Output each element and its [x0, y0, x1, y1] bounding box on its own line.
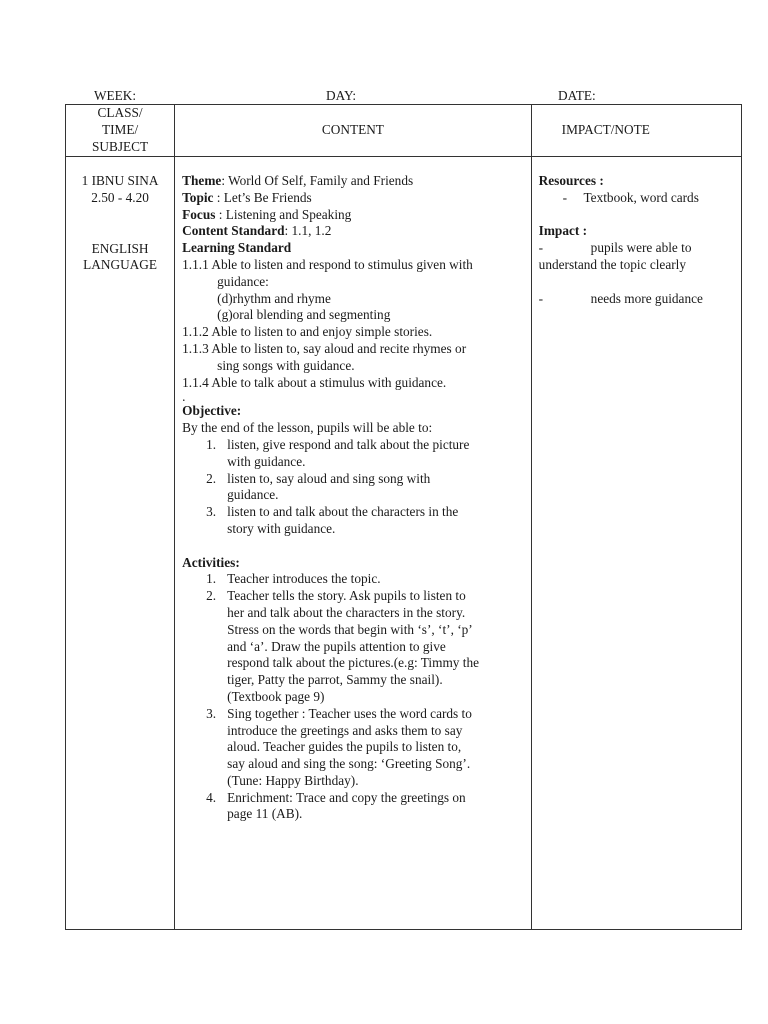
learning-standard-item: 1.1.2 Able to listen to and enjoy simple stories. — [182, 324, 433, 340]
theme-value: : World Of Self, Family and Friends — [221, 173, 414, 188]
impact-heading: Impact : — [538, 223, 588, 239]
theme-line — [182, 173, 523, 190]
focus-line — [182, 207, 523, 224]
content-cell — [175, 157, 532, 930]
theme-label: Theme — [182, 173, 222, 188]
list-item: 1. Teacher introduces the topic. — [206, 571, 381, 587]
objective-heading: Objective: — [182, 403, 242, 419]
header-class-time-subject — [66, 105, 175, 157]
header-subject: SUBJECT — [92, 138, 149, 154]
date-label: DATE: — [558, 88, 596, 103]
activities-list — [182, 571, 523, 823]
list-item: 4. Enrichment: Trace and copy the greetings on page 11 (AB). — [206, 789, 466, 822]
learning-standard-heading: Learning Standard — [182, 240, 292, 256]
learning-standard-item: 1.1.4 Able to talk about a stimulus with guidance. — [182, 374, 447, 390]
impact-item: - needs more guidance — [538, 290, 703, 306]
list-item: 3. listen to and talk about the characters in the story with guidance. — [206, 504, 459, 536]
week-label: WEEK: — [94, 88, 137, 103]
impact-item-continuation: understand the topic clearly — [538, 256, 686, 272]
impact-cell — [531, 157, 741, 930]
content-standard-label: Content Standard — [182, 223, 285, 239]
list-item: 3. Sing together : Teacher uses the word cards to introduce the greetings and asks them to say aloud. Teacher guides the pupils to listen to, say aloud and sing the song: ‘Greeting Song’. (Tune: Happy Birthday). — [206, 705, 472, 788]
header-impact-note: IMPACT/NOTE — [531, 105, 741, 157]
activities-heading: Activities: — [182, 554, 240, 570]
table-header-row — [66, 105, 742, 157]
header-class: CLASS/ — [97, 105, 143, 121]
topic-line — [182, 190, 523, 207]
list-item: 2. Teacher tells the story. Ask pupils to listen to her and talk about the characters in the story. Stress on the words that begin with ‘s’, ‘t’, ‘p’ and ‘a’. Draw the pupils attention to give respond talk about the pictures.(e.g: Timmy the tiger, Patty the parrot, Sammy the snail). (Textbook page 9) — [206, 588, 480, 704]
header-time: TIME/ — [101, 122, 139, 138]
subject-line-2: LANGUAGE — [83, 257, 158, 273]
stray-dot: . — [182, 389, 186, 405]
topic-value: : Let’s Be Friends — [213, 189, 312, 205]
topic-label: Topic — [182, 189, 214, 205]
focus-value: : Listening and Speaking — [215, 206, 352, 222]
class-time: 2.50 - 4.20 — [91, 189, 149, 205]
lesson-plan-table — [65, 104, 742, 930]
subject-line-1: ENGLISH — [91, 240, 149, 256]
list-item: 1. listen, give respond and talk about the picture with guidance. — [206, 436, 470, 469]
content-standard-value: : 1.1, 1.2 — [284, 223, 332, 239]
objective-intro: By the end of the lesson, pupils will be able to: — [182, 420, 433, 436]
list-item: 2. listen to, say aloud and sing song with guidance. — [206, 470, 431, 503]
learning-standard-item: 1.1.1 Able to listen and respond to stimulus given with guidance: (d)rhythm and rhyme (g)oral blending and segmenting — [182, 256, 473, 323]
objectives-list — [182, 437, 523, 538]
lesson-row — [66, 157, 742, 930]
learning-standard-item: 1.1.3 Able to listen to, say aloud and recite rhymes or sing songs with guidance. — [182, 340, 467, 373]
day-label: DAY: — [326, 88, 357, 103]
header-content: CONTENT — [175, 105, 532, 157]
impact-item: - pupils were able to — [538, 240, 692, 256]
resources-heading: Resources : — [538, 173, 604, 188]
content-standard-line — [182, 223, 523, 240]
focus-label: Focus — [182, 206, 216, 222]
class-cell — [66, 157, 175, 930]
resources-item: - Textbook, word cards — [562, 189, 699, 205]
class-name: 1 IBNU SINA — [81, 173, 159, 188]
